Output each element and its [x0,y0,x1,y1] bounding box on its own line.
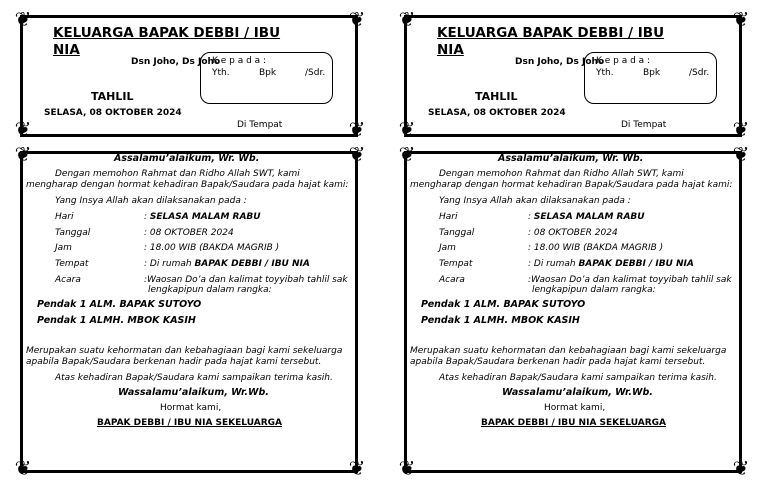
intro-line2: mengharap dengan hormat kehadiran Bapak/Saudara pada hajat kami: [410,180,733,190]
invitation-right [384,0,768,489]
acara-line2: lengkapipun dalam rangka: [148,285,272,295]
detail-value-tempat: : Di rumah BAPAK DEBBI / IBU NIA [144,259,310,269]
detail-label-hari: Hari [55,212,74,222]
detail-label-tanggal: Tanggal [55,228,91,238]
corner-ornament-icon: ❦ [732,7,750,31]
corner-ornament-icon: ❦ [348,117,366,141]
hormat-kami: Hormat kami, [544,403,606,413]
kepada-label: K e p a d a : [212,56,267,66]
pendak-line2: Pendak 1 ALMH. MBOK KASIH [421,315,580,326]
greeting: Assalamu’alaikum, Wr. Wb. [498,153,644,164]
family-title: KELUARGA BAPAK DEBBI / IBU [53,25,281,41]
detail-label-tanggal: Tanggal [439,228,475,238]
detail-label-acara: Acara [439,275,465,285]
event-name: TAHLIL [475,90,518,103]
detail-value-jam: : 18.00 WIB (BAKDA MAGRIB ) [144,243,280,253]
detail-value-jam: : 18.00 WIB (BAKDA MAGRIB ) [528,243,664,253]
detail-label-hari: Hari [439,212,458,222]
insya-line: Yang Insya Allah akan dilaksanakan pada : [55,196,247,206]
detail-label-tempat: Tempat [55,259,89,269]
family-title: KELUARGA BAPAK DEBBI / IBU [437,25,665,41]
closing-line1: Merupakan suatu kehormatan dan kebahagiaan bagi kami sekeluarga [26,346,343,356]
corner-ornament-icon: ❦ [732,117,750,141]
pendak-line1: Pendak 1 ALM. BAPAK SUTOYO [421,299,586,310]
event-date: SELASA, 08 OKTOBER 2024 [428,108,566,118]
yth-label: Yth. [596,68,614,78]
closing-line2: apabila Bapak/Saudara berkenan hadir pada hajat kami tersebut. [26,357,322,367]
corner-ornament-icon: ❦ [14,7,32,31]
event-name: TAHLIL [91,90,134,103]
detail-label-tempat: Tempat [439,259,473,269]
kepada-label: K e p a d a : [596,56,651,66]
corner-ornament-icon: ❦ [348,456,366,480]
detail-value-tempat: : Di rumah BAPAK DEBBI / IBU NIA [528,259,694,269]
signature: BAPAK DEBBI / IBU NIA SEKELUARGA [97,418,282,428]
corner-ornament-icon: ❦ [14,117,32,141]
detail-label-jam: Jam [55,243,72,253]
wassalam: Wassalamu’alaikum, Wr.Wb. [118,387,269,398]
closing-line1: Merupakan suatu kehormatan dan kebahagiaan bagi kami sekeluarga [410,346,727,356]
corner-ornament-icon: ❦ [732,142,750,166]
corner-ornament-icon: ❦ [398,142,416,166]
corner-ornament-icon: ❦ [348,142,366,166]
intro-line2: mengharap dengan hormat kehadiran Bapak/Saudara pada hajat kami: [26,180,349,190]
detail-label-jam: Jam [439,243,456,253]
detail-value-tanggal: : 08 OKTOBER 2024 [528,228,618,238]
corner-ornament-icon: ❦ [398,117,416,141]
sdr-label: /Sdr. [305,68,326,78]
acara-line1: :Waosan Do’a dan kalimat toyyibah tahlil sak [144,275,348,285]
detail-label-acara: Acara [55,275,81,285]
di-tempat-label: Di Tempat [621,120,667,130]
wassalam: Wassalamu’alaikum, Wr.Wb. [502,387,653,398]
corner-ornament-icon: ❦ [348,7,366,31]
hormat-kami: Hormat kami, [160,403,222,413]
event-date: SELASA, 08 OKTOBER 2024 [44,108,182,118]
detail-value-hari: : SELASA MALAM RABU [528,212,645,222]
pendak-line1: Pendak 1 ALM. BAPAK SUTOYO [37,299,202,310]
bpk-label: Bpk [643,68,661,78]
detail-value-hari: : SELASA MALAM RABU [144,212,261,222]
signature: BAPAK DEBBI / IBU NIA SEKELUARGA [481,418,666,428]
family-title-line2: NIA [53,42,80,58]
intro-line1: Dengan memohon Rahmat dan Ridho Allah SWT, kami [439,169,684,179]
sdr-label: /Sdr. [689,68,710,78]
yth-label: Yth. [212,68,230,78]
corner-ornament-icon: ❦ [14,456,32,480]
thanks-line: Atas kehadiran Bapak/Saudara kami sampaikan terima kasih. [439,373,717,383]
detail-value-tanggal: : 08 OKTOBER 2024 [144,228,234,238]
family-title-line2: NIA [437,42,464,58]
pendak-line2: Pendak 1 ALMH. MBOK KASIH [37,315,196,326]
insya-line: Yang Insya Allah akan dilaksanakan pada : [439,196,631,206]
thanks-line: Atas kehadiran Bapak/Saudara kami sampaikan terima kasih. [55,373,333,383]
sender-address: Dsn Joho, Ds Joho [515,57,605,67]
greeting: Assalamu’alaikum, Wr. Wb. [114,153,260,164]
bpk-label: Bpk [259,68,277,78]
acara-line2: lengkapipun dalam rangka: [532,285,656,295]
acara-line1: :Waosan Do’a dan kalimat toyyibah tahlil sak [528,275,732,285]
closing-line2: apabila Bapak/Saudara berkenan hadir pada hajat kami tersebut. [410,357,706,367]
corner-ornament-icon: ❦ [14,142,32,166]
sender-address: Dsn Joho, Ds Joho [131,57,221,67]
corner-ornament-icon: ❦ [732,456,750,480]
intro-line1: Dengan memohon Rahmat dan Ridho Allah SWT, kami [55,169,300,179]
corner-ornament-icon: ❦ [398,456,416,480]
di-tempat-label: Di Tempat [237,120,283,130]
corner-ornament-icon: ❦ [398,7,416,31]
